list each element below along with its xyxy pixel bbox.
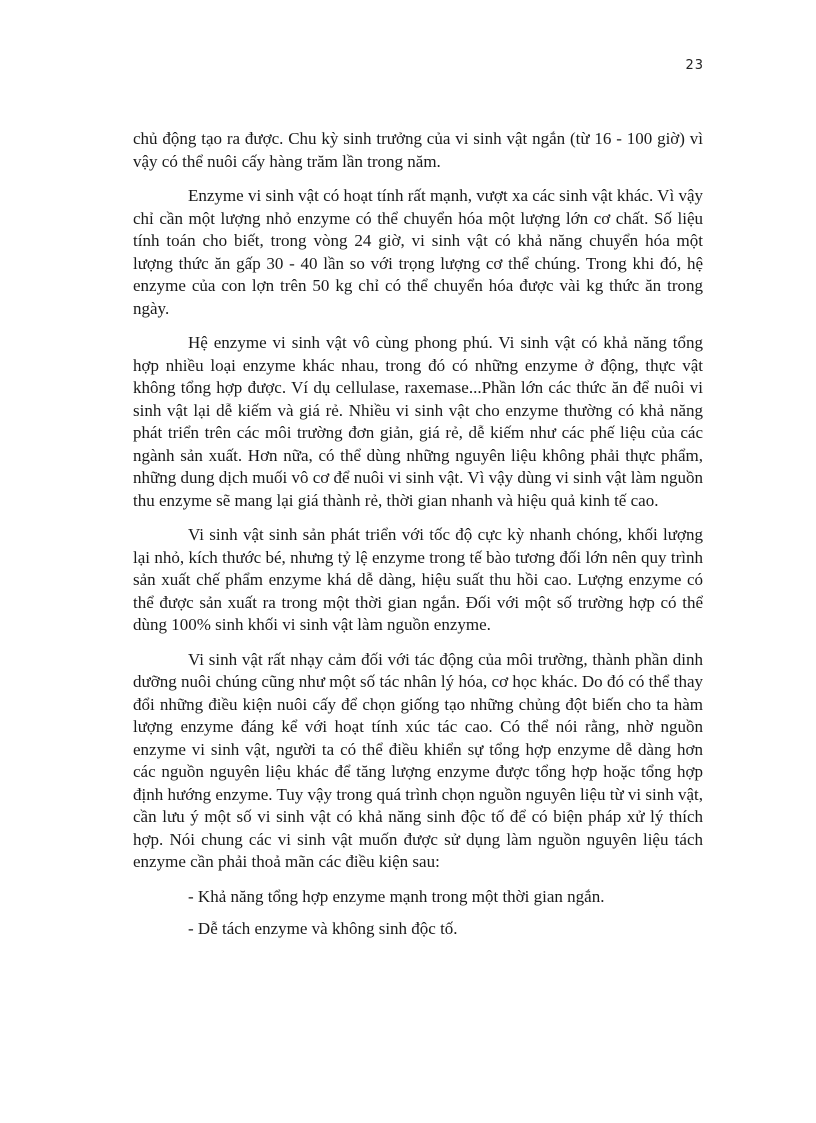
paragraph-growth-rate: Vi sinh vật sinh sản phát triển với tốc độ cực kỳ nhanh chóng, khối lượng lại nhỏ, kích thước bé, nhưng tỷ lệ enzyme trong tế bào tương đối lớn nên quy trình sản xuất chế phẩm enzyme khá dễ dàng, hiệu suất thu hồi cao. Lượng enzyme có thể được sản xuất ra trong một thời gian ngắn. Đối với một số trường hợp có thể dùng 100% sinh khối vi sinh vật làm nguồn enzyme. (133, 525, 703, 634)
list-item: - Khả năng tổng hợp enzyme mạnh trong một thời gian ngắn. (188, 886, 605, 906)
list-item: - Dễ tách enzyme và không sinh độc tố. (188, 919, 458, 938)
page-number: 23 (685, 58, 704, 73)
paragraph-enzyme-diversity: Hệ enzyme vi sinh vật vô cùng phong phú. Vi sinh vật có khả năng tổng hợp nhiều loại enzyme khác nhau, trong đó có những enzyme ở động, thực vật không tổng hợp được. Ví dụ cellulase, raxemase...Phần lớn các thức ăn để nuôi vi sinh vật lại dễ kiếm và giá rẻ. Nhiều vi sinh vật cho enzyme thường có khả năng phát triển trên các môi trường đơn giản, giá rẻ, dễ kiếm như các phế liệu của các ngành sản xuất. Hơn nữa, có thể dùng những nguyên liệu không phải thực phẩm, những dung dịch muối vô cơ để nuôi vi sinh vật. Vì vậy dùng vi sinh vật làm nguồn thu enzyme sẽ mang lại giá thành rẻ, thời gian nhanh và hiệu quả kinh tế cao. (133, 333, 703, 510)
paragraph-enzyme-activity: Enzyme vi sinh vật có hoạt tính rất mạnh, vượt xa các sinh vật khác. Vì vậy chỉ cần một lượng nhỏ enzyme có thể chuyển hóa một lượng lớn cơ chất. Số liệu tính toán cho biết, trong vòng 24 giờ, vi sinh vật có khả năng chuyển hóa một lượng thức ăn gấp 30 - 40 lần so với trọng lượng cơ thể chúng. Trong khi đó, hệ enzyme của con lợn trên 50 kg chỉ có thể chuyển hóa được vài kg thức ăn trong ngày. (133, 186, 703, 318)
paragraph-environment-sensitivity: Vi sinh vật rất nhạy cảm đối với tác động của môi trường, thành phần dinh dưỡng nuôi chúng cũng như một số tác nhân lý hóa, cơ học khác. Do đó có thể thay đổi những điều kiện nuôi cấy để chọn giống tạo những chủng đột biến cho ta hàm lượng enzyme đáng kể với hoạt tính xúc tác cao. Có thể nói rằng, nhờ nguồn enzyme vi sinh vật, người ta có thể điều khiển sự tổng hợp enzyme dễ dàng hơn các nguồn nguyên liệu khác để tăng lượng enzyme được tổng hợp hoặc tổng hợp định hướng enzyme. Tuy vậy trong quá trình chọn nguồn nguyên liệu từ vi sinh vật, cần lưu ý một số vi sinh vật có khả năng sinh độc tố để có biện pháp xử lý thích hợp. Nói chung các vi sinh vật muốn được sử dụng làm nguồn nguyên liệu tách enzyme cần phải thoả mãn các điều kiện sau: (133, 649, 703, 871)
paragraph-continuation: chủ động tạo ra được. Chu kỳ sinh trưởng của vi sinh vật ngắn (từ 16 - 100 giờ) vì vậy có thể nuôi cấy hàng trăm lần trong năm. (133, 129, 703, 171)
document-body (133, 128, 703, 951)
